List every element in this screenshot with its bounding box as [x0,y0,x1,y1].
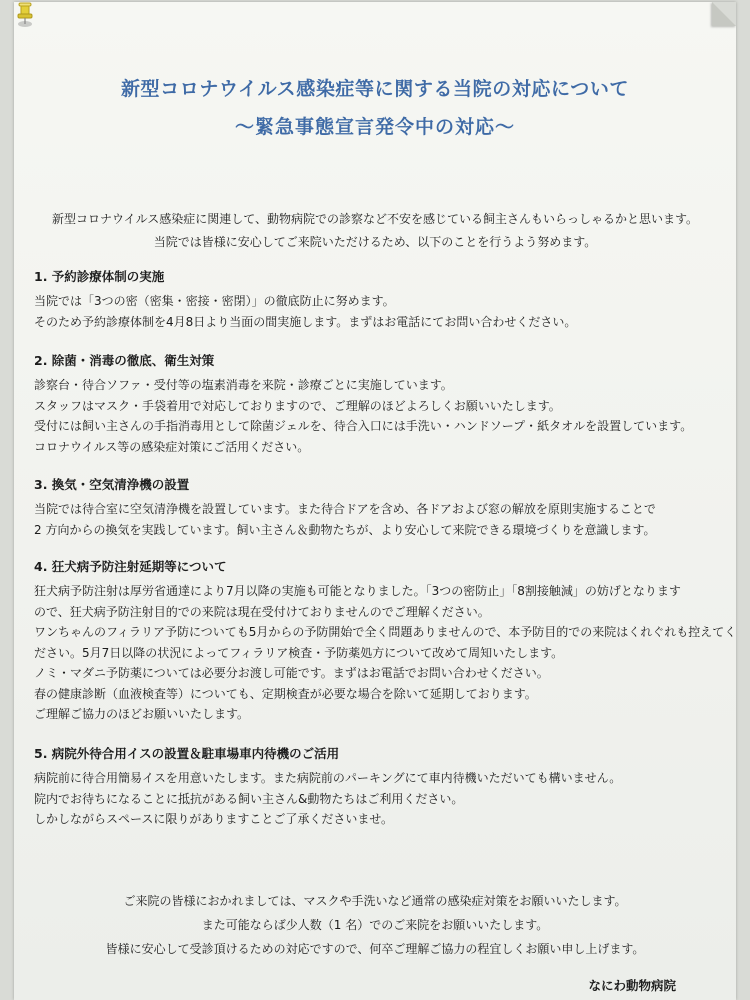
section-heading: 3. 換気・空気清浄機の設置 [34,477,190,492]
section-heading: 4. 狂犬病予防注射延期等について [34,559,227,574]
section-ventilation [34,475,724,540]
closing-line: ご来院の皆様におかれましては、マスクや手洗いなど通常の感染症対策をお願いいたします。 [123,894,627,908]
section-line: ノミ・マダニ予防薬については必要分お渡し可能です。まずはお電話でお問い合わせください。 [34,666,549,680]
closing-line: 皆様に安心して受診頂けるための対応ですので、何卒ご理解ご協力の程宜しくお願い申し上げます。 [105,942,645,956]
notice-titles [14,76,736,140]
section-line: 狂犬病予防注射は厚労省通達により7月以降の実施も可能となりました。「3つの密防止」「8割接触減」の妨げとなります [34,584,681,598]
section-waiting-area [34,744,724,830]
section-line: コロナウイルス等の感染症対策にご活用ください。 [34,439,310,454]
section-line: ワンちゃんのフィラリア予防についても5月からの予防開始で全く問題ありませんので、本予防目的での来院はくれぐれも控えてく [34,625,736,639]
intro-line: 当院では皆様に安心してご来院いただけるため、以下のことを行うよう努めます。 [153,235,597,249]
section-line: スタッフはマスク・手袋着用で対応しておりますので、ご理解のほどよろしくお願いいたします。 [34,398,561,413]
section-heading: 2. 除菌・消毒の徹底、衛生対策 [34,353,215,368]
section-line: 春の健康診断（血液検査等）についても、定期検査が必要な場合を除いて延期しております。 [34,686,537,701]
section-disinfection [34,351,724,457]
section-line: ださい。5月7日以降の状況によってフィラリア検査・予防薬処方について改めて周知いたします。 [34,645,564,660]
clinic-signature: なにわ動物病院 [588,978,676,993]
section-line: 当院では待合室に空気清浄機を設置しています。また待合ドアを含め、各ドアおよび窓の解放を原則実施することで [34,502,656,516]
notice-title: 新型コロナウイルス感染症等に関する当院の対応について [120,78,630,100]
section-line: ご理解ご協力のほどお願いいたします。 [34,707,250,721]
section-line: 病院前に待合用簡易イスを用意いたします。また病院前のパーキングにて車内待機いただいても構いません。 [34,771,622,785]
notice-subtitle: 〜緊急事態宣言発令中の対応〜 [234,116,515,138]
section-rabies-vaccination [34,557,736,725]
thumbtack-icon [14,2,36,28]
folded-corner [712,2,736,26]
notice-paper [14,2,736,1000]
section-heading: 5. 病院外待合用イスの設置＆駐車場車内待機のご活用 [34,746,340,761]
section-line: 院内でお待ちになることに抵抗がある飼い主さん&動物たちはご利用ください。 [34,791,464,806]
intro-paragraph [14,208,736,254]
section-line: しかしながらスペースに限りがありますことご了承くださいませ。 [34,812,394,826]
section-line: 受付には飼い主さんの手指消毒用として除菌ジェルを、待合入口には手洗い・ハンドソープ・紙タオルを設置しています。 [34,419,693,433]
section-line: 診察台・待合ソファ・受付等の塩素消毒を来院・診療ごとに実施しています。 [34,378,453,392]
closing-paragraph [14,889,736,961]
section-line: 当院では「3つの密（密集・密接・密閉）」の徹底防止に努めます。 [34,294,395,308]
section-reservation [34,267,724,332]
section-line: ので、狂犬病予防注射目的での来院は現在受付けておりませんのでご理解ください。 [34,604,490,619]
section-heading: 1. 予約診療体制の実施 [34,269,165,284]
intro-line: 新型コロナウイルス感染症に関連して、動物病院での診察など不安を感じている飼主さんもいらっしゃるかと思います。 [51,212,699,226]
closing-line: また可能ならば少人数（1 名）でのご来院をお願いいたします。 [201,918,549,932]
section-line: そのため予約診療体制を4月8日より当面の間実施します。まずはお電話にてお問い合わせください。 [34,314,577,329]
section-line: 2 方向からの換気を実践しています。飼い主さん＆動物たちが、より安心して来院できる環境づくりを意識します。 [34,522,656,537]
